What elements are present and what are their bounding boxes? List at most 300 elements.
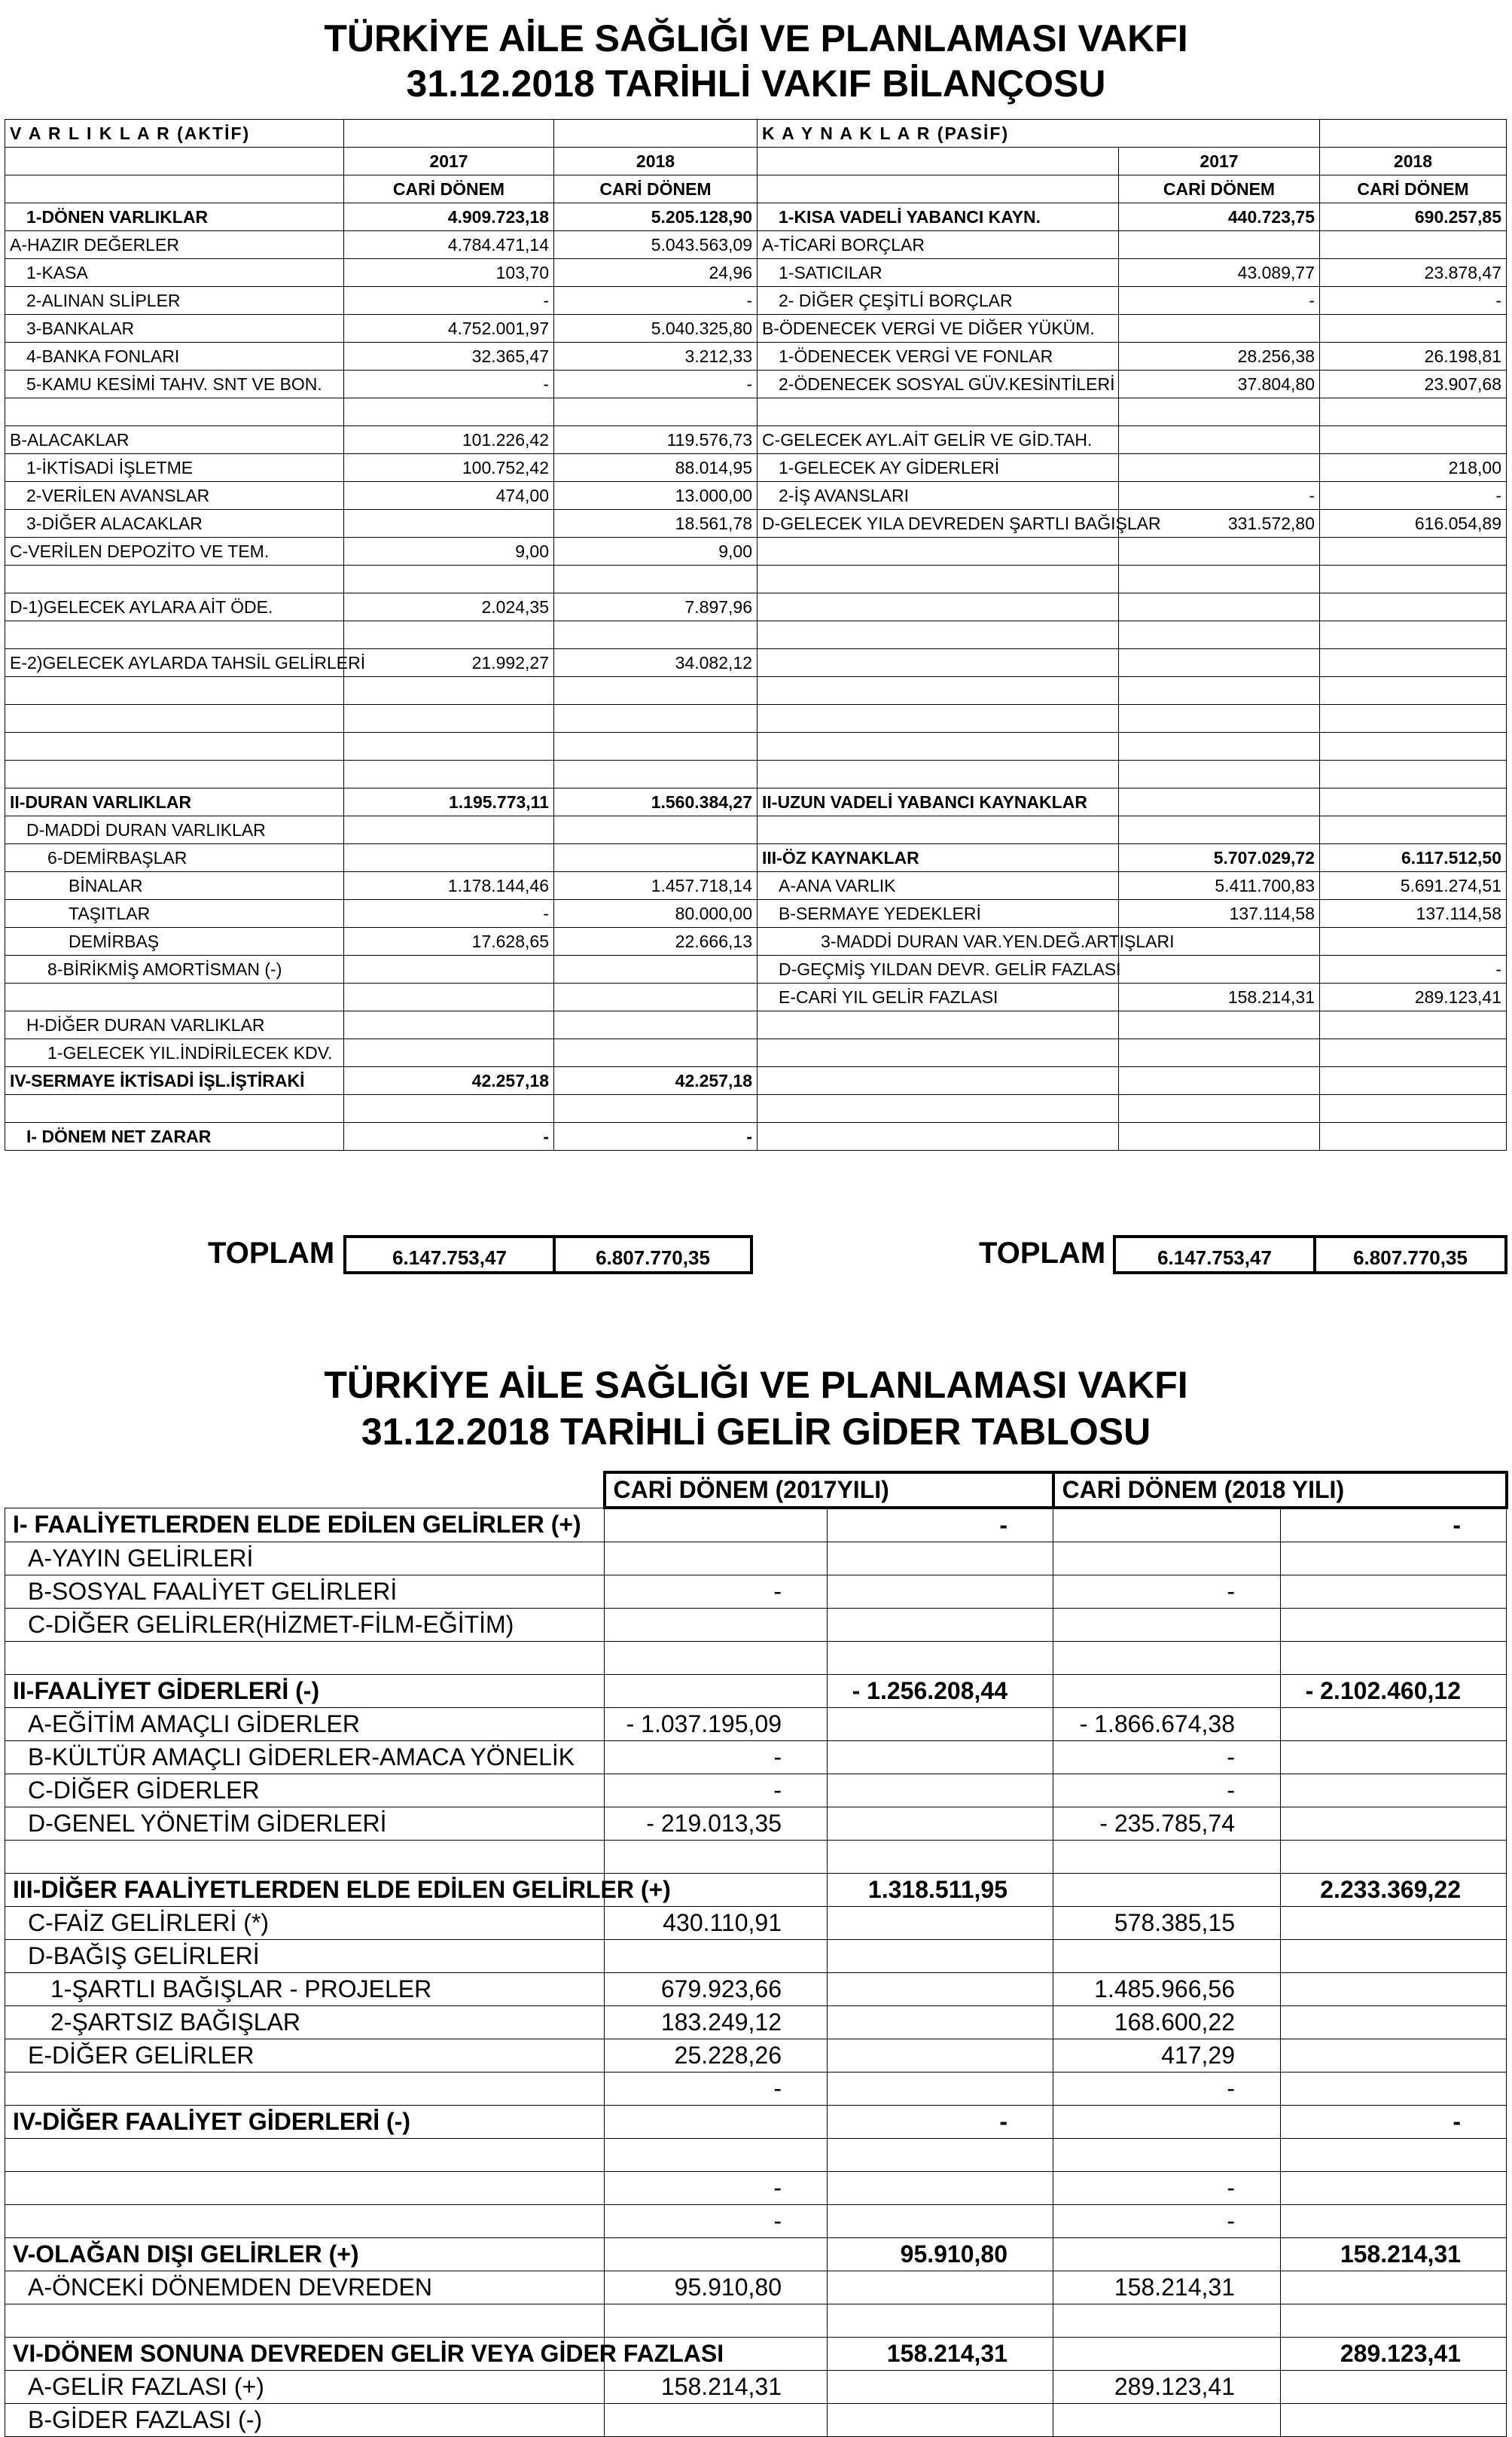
balance-label: 2-ÖDENECEK SOSYAL GÜV.KESİNTİLERİ — [758, 371, 1119, 398]
balance-row — [5, 761, 1507, 788]
balance-value: 9,00 — [554, 538, 758, 566]
toplam-aktif-2017: 6.147.753,47 — [343, 1235, 556, 1274]
balance-value: 5.411.700,83 — [1119, 872, 1320, 900]
balance-row — [5, 593, 1507, 621]
income-value — [1053, 1874, 1281, 1907]
balance-value: 23.907,68 — [1320, 371, 1507, 398]
balance-row — [5, 984, 1507, 1011]
balance-label: D-1)GELECEK AYLARA AİT ÖDE. — [5, 593, 344, 621]
income-value: 25.228,26 — [605, 2039, 828, 2073]
income-value: - 1.256.208,44 — [828, 1675, 1053, 1708]
income-value — [605, 1609, 828, 1642]
income-value — [605, 1642, 828, 1675]
income-value — [605, 1542, 828, 1575]
balance-value: - — [554, 371, 758, 398]
income-value: - — [605, 1575, 828, 1609]
balance-value — [344, 816, 554, 844]
aktif-header: V A R L I K L A R (AKTİF) — [5, 120, 344, 148]
income-value — [1053, 1609, 1281, 1642]
income-value: 289.123,41 — [1053, 2371, 1281, 2404]
balance-label: 2-VERİLEN AVANSLAR — [5, 482, 344, 510]
income-value — [828, 2039, 1053, 2073]
balance-row — [5, 1039, 1507, 1067]
income-label — [5, 2139, 605, 2172]
balance-value: 34.082,12 — [554, 649, 758, 677]
balance-label — [758, 1067, 1119, 1095]
balance-label — [758, 816, 1119, 844]
balance-row — [5, 315, 1507, 343]
balance-value: 88.014,95 — [554, 454, 758, 482]
balance-row — [5, 231, 1507, 259]
balance-row — [5, 900, 1507, 928]
balance-label — [5, 566, 344, 593]
balance-value — [1119, 733, 1320, 761]
balance-value: 18.561,78 — [554, 510, 758, 538]
income-table — [5, 1471, 1508, 2437]
income-value: 417,29 — [1053, 2039, 1281, 2073]
balance-value — [344, 956, 554, 984]
balance-value — [1320, 398, 1507, 426]
balance-value — [554, 621, 758, 649]
income-label: E-DİĞER GELİRLER — [5, 2039, 605, 2073]
balance-value — [1119, 315, 1320, 343]
balance-row — [5, 1123, 1507, 1151]
balance-value: - — [1320, 482, 1507, 510]
balance-value: 4.752.001,97 — [344, 315, 554, 343]
balance-row — [5, 733, 1507, 761]
balance-value — [1320, 761, 1507, 788]
income-value: - 2.102.460,12 — [1281, 1675, 1507, 1708]
income-value: - — [1053, 2205, 1281, 2238]
income-value — [1281, 2304, 1507, 2338]
balance-value: 22.666,13 — [554, 928, 758, 956]
income-value — [828, 1575, 1053, 1609]
income-value: 1.485.966,56 — [1053, 1973, 1281, 2006]
income-row — [5, 1741, 1507, 1774]
balance-label: 1-ÖDENECEK VERGİ VE FONLAR — [758, 343, 1119, 371]
balance-value — [554, 566, 758, 593]
income-label: V-OLAĞAN DIŞI GELİRLER (+) — [5, 2238, 605, 2271]
income-label — [5, 2073, 605, 2106]
income-value — [1053, 2338, 1281, 2371]
balance-label — [5, 705, 344, 733]
pasif-year-2017: 2017 — [1119, 148, 1320, 175]
balance-label: B-ALACAKLAR — [5, 426, 344, 454]
balance-label: 1-GELECEK AY GİDERLERİ — [758, 454, 1119, 482]
balance-value — [1320, 1039, 1507, 1067]
income-row — [5, 2006, 1507, 2039]
income-value — [828, 2006, 1053, 2039]
aktif-year-2018: 2018 — [554, 148, 758, 175]
balance-value: 5.691.274,51 — [1320, 872, 1507, 900]
income-label: B-KÜLTÜR AMAÇLI GİDERLER-AMACA YÖNELİK — [5, 1741, 605, 1774]
income-header-row — [5, 1472, 1507, 1508]
income-value: 289.123,41 — [1281, 2338, 1507, 2371]
balance-value — [554, 761, 758, 788]
balance-value — [344, 984, 554, 1011]
balance-value: 26.198,81 — [1320, 343, 1507, 371]
income-row — [5, 1675, 1507, 1708]
balance-value: 5.040.325,80 — [554, 315, 758, 343]
income-value: - — [828, 2106, 1053, 2139]
balance-value: 42.257,18 — [554, 1067, 758, 1095]
balance-table — [5, 119, 1507, 1151]
balance-label: III-ÖZ KAYNAKLAR — [758, 844, 1119, 872]
balance-row — [5, 1011, 1507, 1039]
balance-label: TAŞITLAR — [5, 900, 344, 928]
balance-value: 42.257,18 — [344, 1067, 554, 1095]
income-value — [828, 1973, 1053, 2006]
toplam-pasif-2017: 6.147.753,47 — [1113, 1235, 1316, 1274]
income-title: TÜRKİYE AİLE SAĞLIĞI VE PLANLAMASI VAKFI — [324, 1364, 1188, 1406]
balance-label: 2-ALINAN SLİPLER — [5, 287, 344, 315]
income-label — [5, 2172, 605, 2205]
income-value — [828, 1741, 1053, 1774]
balance-label — [758, 761, 1119, 788]
balance-value — [1320, 705, 1507, 733]
income-label: D-GENEL YÖNETİM GİDERLERİ — [5, 1807, 605, 1841]
balance-value — [1119, 426, 1320, 454]
balance-value: 28.256,38 — [1119, 343, 1320, 371]
balance-value — [1119, 1095, 1320, 1123]
balance-value — [1119, 621, 1320, 649]
balance-row — [5, 816, 1507, 844]
balance-value — [1119, 454, 1320, 482]
balance-value — [1320, 733, 1507, 761]
income-value: - — [1053, 2073, 1281, 2106]
income-value: - — [1281, 2106, 1507, 2139]
balance-value — [344, 705, 554, 733]
balance-value — [1320, 1123, 1507, 1151]
balance-label — [5, 733, 344, 761]
income-row — [5, 2205, 1507, 2238]
income-label: B-GİDER FAZLASI (-) — [5, 2404, 605, 2437]
income-value: - — [1053, 2172, 1281, 2205]
income-value — [1053, 1642, 1281, 1675]
income-value: 95.910,80 — [605, 2271, 828, 2304]
income-value: 168.600,22 — [1053, 2006, 1281, 2039]
income-label: C-DİĞER GİDERLER — [5, 1774, 605, 1807]
balance-row — [5, 203, 1507, 231]
balance-row — [5, 1067, 1507, 1095]
balance-value — [344, 844, 554, 872]
balance-row — [5, 1095, 1507, 1123]
balance-value — [344, 621, 554, 649]
income-value — [1281, 2371, 1507, 2404]
income-label: C-DİĞER GELİRLER(HİZMET-FİLM-EĞİTİM) — [5, 1609, 605, 1642]
income-row — [5, 1940, 1507, 1973]
income-col-2018: CARİ DÖNEM (2018 YILI) — [1053, 1472, 1507, 1508]
income-subtitle: 31.12.2018 TARİHLİ GELİR GİDER TABLOSU — [361, 1411, 1151, 1453]
balance-label — [758, 538, 1119, 566]
balance-value: 21.992,27 — [344, 649, 554, 677]
balance-label: 8-BİRİKMİŞ AMORTİSMAN (-) — [5, 956, 344, 984]
income-value — [828, 2404, 1053, 2437]
balance-value: 331.572,80 — [1119, 510, 1320, 538]
balance-value: 100.752,42 — [344, 454, 554, 482]
balance-value — [344, 566, 554, 593]
aktif-year-2017: 2017 — [344, 148, 554, 175]
income-label: A-EĞİTİM AMAÇLI GİDERLER — [5, 1708, 605, 1741]
balance-label: C-VERİLEN DEPOZİTO VE TEM. — [5, 538, 344, 566]
income-value: - 1.866.674,38 — [1053, 1708, 1281, 1741]
balance-value — [1320, 231, 1507, 259]
income-label: A-ÖNCEKİ DÖNEMDEN DEVREDEN — [5, 2271, 605, 2304]
balance-value: 9,00 — [344, 538, 554, 566]
balance-value: - — [1320, 287, 1507, 315]
balance-row — [5, 621, 1507, 649]
income-label: C-FAİZ GELİRLERİ (*) — [5, 1907, 605, 1940]
toplam-aktif-2018: 6.807.770,35 — [553, 1235, 753, 1274]
balance-value — [1320, 928, 1507, 956]
balance-label: DEMİRBAŞ — [5, 928, 344, 956]
income-label: IV-DİĞER FAALİYET GİDERLERİ (-) — [5, 2106, 605, 2139]
income-value — [828, 1907, 1053, 1940]
income-value — [1281, 2404, 1507, 2437]
balance-label — [758, 677, 1119, 705]
balance-value — [1119, 761, 1320, 788]
income-col-2017: CARİ DÖNEM (2017YILI) — [605, 1472, 1053, 1508]
balance-label — [758, 621, 1119, 649]
balance-row — [5, 287, 1507, 315]
balance-label: BİNALAR — [5, 872, 344, 900]
balance-label: D-GELECEK YILA DEVREDEN ŞARTLI BAĞIŞLAR — [758, 510, 1119, 538]
balance-row — [5, 566, 1507, 593]
balance-value: 4.909.723,18 — [344, 203, 554, 231]
income-value — [1053, 2304, 1281, 2338]
balance-value: 1.195.773,11 — [344, 788, 554, 816]
balance-row — [5, 426, 1507, 454]
balance-value: - — [344, 1123, 554, 1151]
balance-value — [1320, 315, 1507, 343]
balance-label: C-GELECEK AYL.AİT GELİR VE GİD.TAH. — [758, 426, 1119, 454]
income-value: - — [1053, 1741, 1281, 1774]
balance-label — [5, 677, 344, 705]
income-label: 2-ŞARTSIZ BAĞIŞLAR — [5, 2006, 605, 2039]
income-value — [1053, 1841, 1281, 1874]
balance-row — [5, 649, 1507, 677]
balance-value — [1320, 538, 1507, 566]
balance-value — [1320, 1095, 1507, 1123]
balance-value: 2.024,35 — [344, 593, 554, 621]
income-value — [1281, 1575, 1507, 1609]
balance-value — [1119, 398, 1320, 426]
balance-value — [1119, 593, 1320, 621]
balance-label — [5, 761, 344, 788]
income-value — [1281, 2006, 1507, 2039]
income-value — [828, 1774, 1053, 1807]
balance-row — [5, 398, 1507, 426]
income-row — [5, 2371, 1507, 2404]
balance-label: 3-BANKALAR — [5, 315, 344, 343]
income-value — [828, 2371, 1053, 2404]
income-value — [828, 1708, 1053, 1741]
balance-label: B-SERMAYE YEDEKLERİ — [758, 900, 1119, 928]
income-value — [828, 1841, 1053, 1874]
balance-label: 3-DİĞER ALACAKLAR — [5, 510, 344, 538]
income-value — [828, 1609, 1053, 1642]
balance-label: H-DİĞER DURAN VARLIKLAR — [5, 1011, 344, 1039]
income-row — [5, 1508, 1507, 1542]
income-value — [828, 1542, 1053, 1575]
balance-label: IV-SERMAYE İKTİSADİ İŞL.İŞTİRAKİ — [5, 1067, 344, 1095]
balance-value — [554, 844, 758, 872]
balance-value: - — [344, 900, 554, 928]
income-label: D-BAĞIŞ GELİRLERİ — [5, 1940, 605, 1973]
balance-value: 5.707.029,72 — [1119, 844, 1320, 872]
balance-value: 440.723,75 — [1119, 203, 1320, 231]
income-value: - — [605, 1741, 828, 1774]
balance-value — [554, 1011, 758, 1039]
income-value — [605, 2106, 828, 2139]
balance-value — [1320, 1011, 1507, 1039]
balance-value — [1119, 956, 1320, 984]
balance-row — [5, 705, 1507, 733]
income-value — [605, 2304, 828, 2338]
balance-value — [554, 1039, 758, 1067]
pasif-cari-2018: CARİ DÖNEM — [1320, 175, 1507, 203]
income-value: - — [605, 2073, 828, 2106]
income-value: - — [1281, 1508, 1507, 1542]
income-value — [828, 1940, 1053, 1973]
balance-value — [1119, 788, 1320, 816]
balance-value — [1320, 566, 1507, 593]
balance-value: 1.178.144,46 — [344, 872, 554, 900]
balance-label: 1-GELECEK YIL.İNDİRİLECEK KDV. — [5, 1039, 344, 1067]
income-value — [1281, 2271, 1507, 2304]
balance-value — [1320, 788, 1507, 816]
income-row — [5, 1642, 1507, 1675]
balance-value — [1320, 816, 1507, 844]
income-value — [1053, 2238, 1281, 2271]
balance-value: 13.000,00 — [554, 482, 758, 510]
income-row — [5, 1807, 1507, 1841]
balance-value: - — [1119, 287, 1320, 315]
income-value: - 235.785,74 — [1053, 1807, 1281, 1841]
toplam-pasif-label: TOPLAM — [979, 1237, 1106, 1270]
income-value — [605, 2404, 828, 2437]
income-value — [1281, 2172, 1507, 2205]
balance-value: 17.628,65 — [344, 928, 554, 956]
balance-label: 1-KISA VADELİ YABANCI KAYN. — [758, 203, 1119, 231]
balance-value — [554, 398, 758, 426]
income-row — [5, 2139, 1507, 2172]
balance-value — [1119, 816, 1320, 844]
income-label: A-YAYIN GELİRLERİ — [5, 1542, 605, 1575]
balance-value: 6.117.512,50 — [1320, 844, 1507, 872]
balance-value: 24,96 — [554, 259, 758, 287]
income-value: 95.910,80 — [828, 2238, 1053, 2271]
income-value — [828, 2139, 1053, 2172]
balance-value: - — [554, 1123, 758, 1151]
balance-label: 2- DİĞER ÇEŞİTLİ BORÇLAR — [758, 287, 1119, 315]
balance-value — [1119, 538, 1320, 566]
balance-value: 103,70 — [344, 259, 554, 287]
balance-label: A-TİCARİ BORÇLAR — [758, 231, 1119, 259]
income-row — [5, 2338, 1507, 2371]
income-value — [605, 1841, 828, 1874]
balance-value — [344, 677, 554, 705]
income-value — [828, 1642, 1053, 1675]
balance-value: 1.560.384,27 — [554, 788, 758, 816]
balance-value: 218,00 — [1320, 454, 1507, 482]
income-value — [1281, 2205, 1507, 2238]
pasif-year-2018: 2018 — [1320, 148, 1507, 175]
balance-period-row — [5, 175, 1507, 203]
balance-value: - — [1320, 956, 1507, 984]
balance-row — [5, 956, 1507, 984]
income-row — [5, 2271, 1507, 2304]
balance-label: D-GEÇMİŞ YILDAN DEVR. GELİR FAZLASI — [758, 956, 1119, 984]
balance-value: 3.212,33 — [554, 343, 758, 371]
balance-label — [758, 1095, 1119, 1123]
income-row — [5, 2172, 1507, 2205]
balance-label: 1-İKTİSADİ İŞLETME — [5, 454, 344, 482]
income-label — [5, 1642, 605, 1675]
balance-label — [758, 705, 1119, 733]
balance-value — [1320, 621, 1507, 649]
balance-label: 4-BANKA FONLARI — [5, 343, 344, 371]
income-value — [828, 2073, 1053, 2106]
balance-value — [344, 398, 554, 426]
income-value — [1053, 2106, 1281, 2139]
income-value — [1053, 1940, 1281, 1973]
income-row — [5, 2073, 1507, 2106]
aktif-cari-2017: CARİ DÖNEM — [344, 175, 554, 203]
income-row — [5, 1575, 1507, 1609]
balance-row — [5, 482, 1507, 510]
balance-label: 3-MADDİ DURAN VAR.YEN.DEĞ.ARTIŞLARI — [758, 928, 1119, 956]
balance-row — [5, 677, 1507, 705]
balance-value: 289.123,41 — [1320, 984, 1507, 1011]
balance-value: 616.054,89 — [1320, 510, 1507, 538]
income-value: 158.214,31 — [828, 2338, 1053, 2371]
balance-value: 5.043.563,09 — [554, 231, 758, 259]
income-row — [5, 1542, 1507, 1575]
balance-label: B-ÖDENECEK VERGİ VE DİĞER YÜKÜM. — [758, 315, 1119, 343]
balance-value — [554, 984, 758, 1011]
balance-row — [5, 343, 1507, 371]
income-row — [5, 1874, 1507, 1907]
income-value — [1281, 1642, 1507, 1675]
balance-value: - — [344, 371, 554, 398]
balance-value — [554, 816, 758, 844]
income-value — [1053, 1508, 1281, 1542]
income-value — [1281, 1807, 1507, 1841]
balance-label: II-UZUN VADELİ YABANCI KAYNAKLAR — [758, 788, 1119, 816]
toplam-pasif-2018: 6.807.770,35 — [1313, 1235, 1507, 1274]
balance-label — [758, 733, 1119, 761]
income-label: B-SOSYAL FAALİYET GELİRLERİ — [5, 1575, 605, 1609]
balance-row — [5, 844, 1507, 872]
balance-value — [344, 1095, 554, 1123]
balance-label — [758, 398, 1119, 426]
balance-title: TÜRKİYE AİLE SAĞLIĞI VE PLANLAMASI VAKFI — [324, 17, 1188, 59]
balance-value — [1320, 677, 1507, 705]
income-value — [605, 1940, 828, 1973]
income-value — [1053, 1675, 1281, 1708]
income-value — [1281, 1741, 1507, 1774]
balance-row — [5, 259, 1507, 287]
balance-label — [758, 649, 1119, 677]
balance-label: 6-DEMİRBAŞLAR — [5, 844, 344, 872]
balance-label: 2-İŞ AVANSLARI — [758, 482, 1119, 510]
income-row — [5, 1907, 1507, 1940]
income-row — [5, 1973, 1507, 2006]
balance-value — [344, 733, 554, 761]
income-value — [1281, 1542, 1507, 1575]
income-label: II-FAALİYET GİDERLERİ (-) — [5, 1675, 605, 1708]
